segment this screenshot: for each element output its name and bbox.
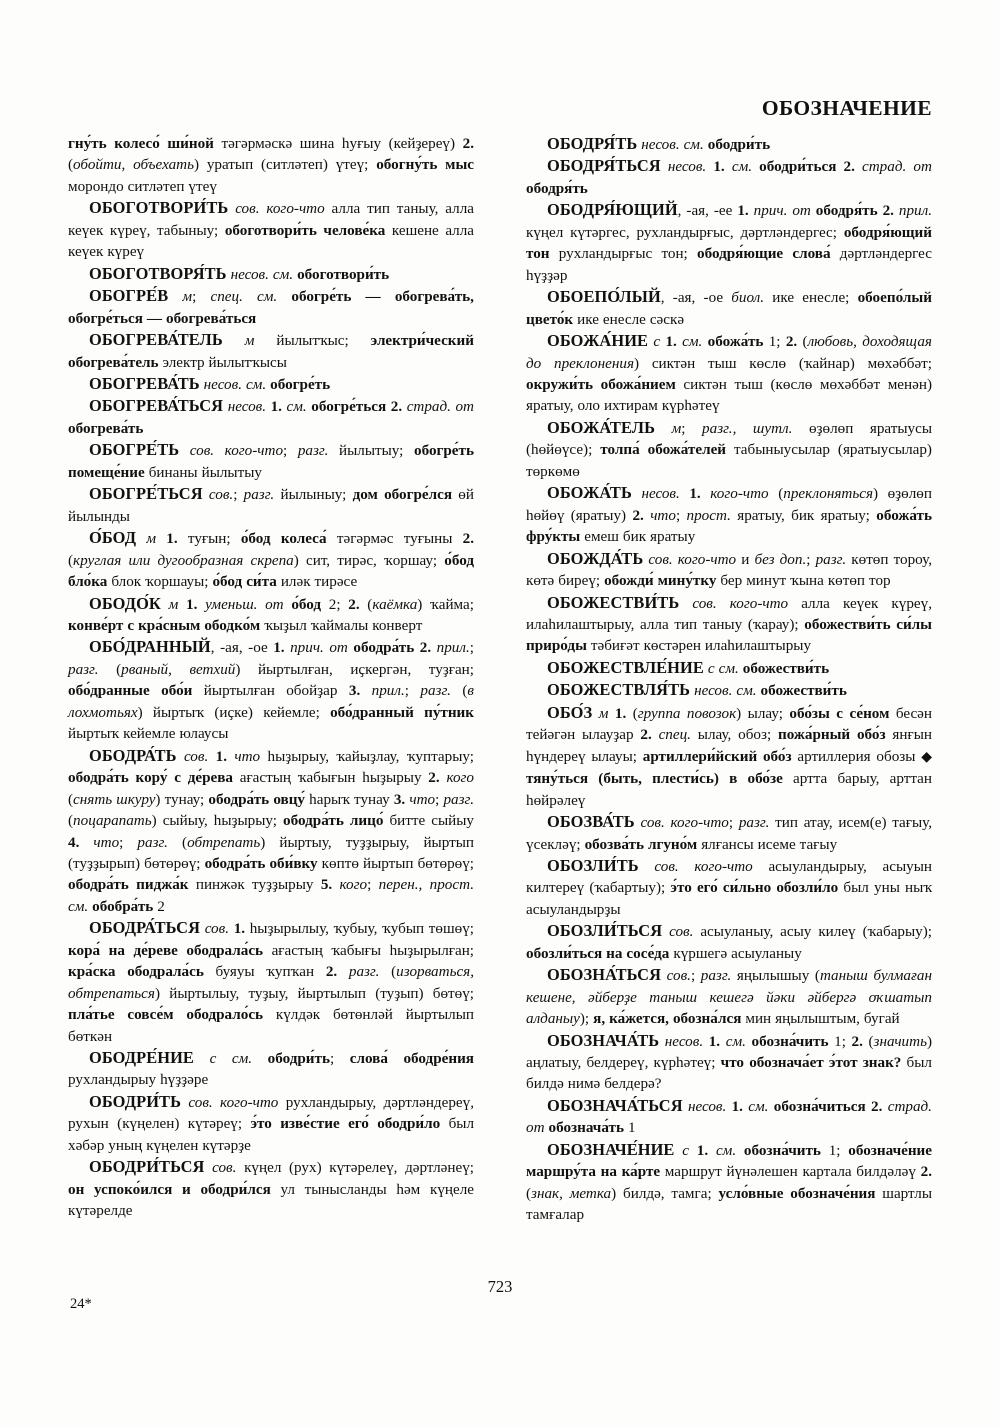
dictionary-entry: ОБОГРЕВА́ТЬСЯ несов. 1. см. обогре́ться 2. страд. от обогрева́ть [68,396,474,437]
dictionary-entry: ОБОГРЕВА́ТЬ несов. см. обогре́ть [89,373,331,393]
dictionary-entry: ОБОГОТВОРИ́ТЬ сов. кого-что алла тип таныу, алла кеүек күреү, табыныу; обоготвори́ть челове́ка кешене алла кеүек күреү [68,198,475,261]
dictionary-entry: ОБОЕПО́ЛЫЙ, -ая, -ое биол. ике енесле; обоепо́лый цвето́к ике енесле сәскә [526,287,932,328]
entry-continuation: гну́ть колесо́ ши́ной тәгәрмәскә шина һуғыу (кейҙереү) 2. (обойти, объехать) уратып (ситләтеп) үтеү; обогну́ть мыс морондо ситләтеп үтеү [68,135,474,195]
dictionary-entry: ОБО́З м 1. (группа повозок) ылау; обо́зы с се́ном бесән тейәгән ылауҙар 2. спец. ылау, обоз; пожа́рный обо́з янғын һүндереү ылауы; артиллери́йский обо́з артиллерия обозы ◆ тяну́ться (быть, плести́сь) в обо́зе артта барыу, арттан һөйрәлеү [526,702,932,809]
dictionary-entry: ОБОДРЕ́НИЕ с см. ободри́ть; слова́ ободре́ния рухландырыу һүҙҙәре [68,1048,474,1089]
dictionary-entry: ОБОЗНАЧА́ТЬСЯ несов. 1. см. обозна́читься 2. страд. от обознача́ть 1 [526,1095,932,1137]
dictionary-entry: О́БОД м 1. туғын; о́бод колеса́ тәгәрмәс туғыны 2. (круглая или дугообразная скрепа) сит, тирәс, ҡоршау; о́бод бло́ка блок ҡоршауы; о́бод си́та иләк тирәсе [68,528,474,591]
running-head: ОБОЗНАЧЕНИЕ [761,96,932,120]
dictionary-entry: ОБОЗЛИ́ТЬСЯ сов. асыуланыу, асыу килеү (ҡабарыу); обозли́ться на сосе́да күршегә асыуланыу [526,921,932,962]
dictionary-entry: ОБОЗНАЧА́ТЬ несов. 1. см. обозна́чить 1; 2. (значить) аңлатыу, белдереү, күрһәтеү; что обознача́ет э́тот знак? был билдә нимә белдерә? [526,1030,932,1093]
dictionary-entry: ОБОЖЕСТВЛЕ́НИЕ с см. обожестви́ть [547,657,830,677]
page-number: 723 [487,1277,513,1296]
right-column [526,133,932,1226]
dictionary-entry: ОБОГОТВОРЯ́ТЬ несов. см. обоготвори́ть [89,263,390,283]
dictionary-entry: ОБОДРИ́ТЬСЯ сов. күңел (рух) күтәрелеү, дәртләнеү; он успоко́ился и ободри́лся ул тынысланды һәм күңеле күтәрелде [68,1157,474,1220]
dictionary-entry: ОБОЗНАЧЕ́НИЕ с 1. см. обозна́чить 1; обозначе́ние маршру́та на ка́рте маршрут йүнәлешен картала билдәләү 2. (знак, метка) билдә, тамга; усло́вные обозначе́ния шартлы тамғалар [526,1139,933,1224]
dictionary-entry: ОБОЖА́НИЕ с 1. см. обожа́ть 1; 2. (любовь, доходящая до преклонения) сиктән тыш көслө (ҡайнар) мөхәббәт; окружи́ть обожа́нием сиктән тыш (көслө мөхәббәт менән) яратыу, оло ихтирам күрһәтеү [526,331,932,415]
dictionary-entry: ОБОЗВА́ТЬ сов. кого-что; разг. тип атау, исем(е) тағыу, үсекләү; обозва́ть лгуно́м ялғансы исеме тағыу [526,812,933,853]
dictionary-entry: ОБОГРЕ́ТЬСЯ сов.; разг. йылыныу; дом обогре́лся өй йылынды [68,484,474,525]
dictionary-entry: ОБОЖА́ТЬ несов. 1. кого-что (преклоняться) өҙөлөп һөйөү (яратыу) 2. что; прост. яратыу, бик яратыу; обожа́ть фру́кты емеш бик яратыу [526,483,932,546]
dictionary-entry: ОБОЗНА́ТЬСЯ сов.; разг. яңылышыу (таныш булмаған кешене, әйберҙе таныш кешегә йәки әйбергә оҡшатып алданыу); я, ка́жется, обозна́лся мин яңылыштым, бугай [526,965,932,1028]
dictionary-entry: ОБОДРИ́ТЬ сов. кого-что рухландырыу, дәртләндереү, рухын (күңелен) күтәреү; э́то изве́стие его́ ободри́ло был хәбәр уның күңелен күтәрҙе [68,1091,474,1154]
dictionary-entry: ОБОДО́К м 1. уменьш. от о́бод 2; 2. (каёмка) ҡайма; конве́рт с кра́сным ободко́м ҡыҙыл ҡаймалы конверт [68,593,474,634]
left-column [68,133,474,1226]
dictionary-entry: ОБОЖА́ТЕЛЬ м; разг., шутл. өҙөлөп яратыусы (һөйөүсе); толпа́ обожа́телей табыныусылар (яратыусылар) төркөмө [526,417,932,480]
dictionary-entry: ОБОГРЕВА́ТЕЛЬ м йылытҡыс; электри́ческий обогрева́тель электр йылытҡысы [68,330,474,371]
dictionary-entry: ОБО́ДРАННЫЙ, -ая, -ое 1. прич. от ободра́ть 2. прил.; разг. (рваный, ветхий) йыртылған, иҫкергән, туҙған; обо́дранные обо́и йыртылған обойҙар 3. прил.; разг. (в лохмотьях) йыртыҡ (иҫке) кейемле; обо́дранный пу́тник йыртыҡ кейемле юлаусы [68,637,474,743]
dictionary-entry: ОБОДРА́ТЬСЯ сов. 1. һыҙырылыу, ҡубыу, ҡубып төшөү; кора́ на де́реве ободрала́сь ағастың ҡабығы һыҙырылған; кра́ска ободрала́сь буяуы ҡупҡан 2. разг. (изорваться, обтрепаться) йыртылыу, туҙыу, йыртылып (туҙып) бөтөү; пла́тье совсе́м ободрало́сь күлдәк бөтөнләй йыртылып бөткән [68,918,474,1045]
dictionary-entry: ОБОДРЯ́ТЬСЯ несов. 1. см. ободри́ться 2. страд. от ободря́ть [526,156,932,197]
dictionary-entry: ОБОЗЛИ́ТЬ сов. кого-что асыуландырыу, асыуын килтереү (ҡабартыу); э́то его́ си́льно обозли́ло был уны ныҡ асыуландырҙы [526,855,933,918]
dictionary-entry: ОБОГРЕ́ТЬ сов. кого-что; разг. йылытыу; обогре́ть помеще́ние бинаны йылытыу [68,440,474,481]
dictionary-entry: ОБОЖЕСТВИ́ТЬ сов. кого-что алла кеүек күреү, илаһилаштырыу, алла тип таныу (ҡарау); обожестви́ть си́лы приро́ды тәбиғәт көстәрен илаһилаштырыу [526,592,932,655]
page-columns [68,133,932,1226]
dictionary-entry: ОБОДРА́ТЬ сов. 1. что һыҙырыу, ҡайыҙлау, ҡуптарыу; ободра́ть кору́ с де́рева ағастың ҡабығын һыҙырыу 2. кого (снять шкуру) тунау; ободра́ть овцу́ һарыҡ тунау 3. что; разг. (поцарапать) сыйыу, һыҙырыу; ободра́ть лицо́ битте сыйыу 4. что; разг. (обтрепать) йыртыу, туҙҙырыу, йыртып (туҙҙырып) бөтөрөү; ободра́ть оби́вку көптө йыртып бөтөрөү; ободра́ть пиджа́к пинжәк туҙҙырыу 5. кого; перен., прост. см. обобра́ть 2 [68,745,474,915]
signature-mark: 24* [70,1296,92,1312]
dictionary-entry: ОБОГРЕ́В м; спец. см. обогре́ть — обогрева́ть, обогре́ться — обогрева́ться [68,286,474,327]
dictionary-entry: ОБОЖДА́ТЬ сов. кого-что и без доп.; разг. көтөп тороу, көтә биреү; обожди́ мину́тку бер минут ҡына көтөп тор [526,548,932,590]
dictionary-entry: ОБОДРЯ́ЮЩИЙ, -ая, -ее 1. прич. от ободря́ть 2. прил. күңел күтәргес, рухландырғыс, дәртләндергес; ободря́ющий тон рухландырғыс тон; ободря́ющие слова́ дәртләндергес һүҙҙәр [526,200,932,284]
dictionary-entry: ОБОЖЕСТВЛЯ́ТЬ несов. см. обожестви́ть [547,680,847,700]
dictionary-entry: ОБОДРЯ́ТЬ несов. см. ободри́ть [547,134,771,153]
